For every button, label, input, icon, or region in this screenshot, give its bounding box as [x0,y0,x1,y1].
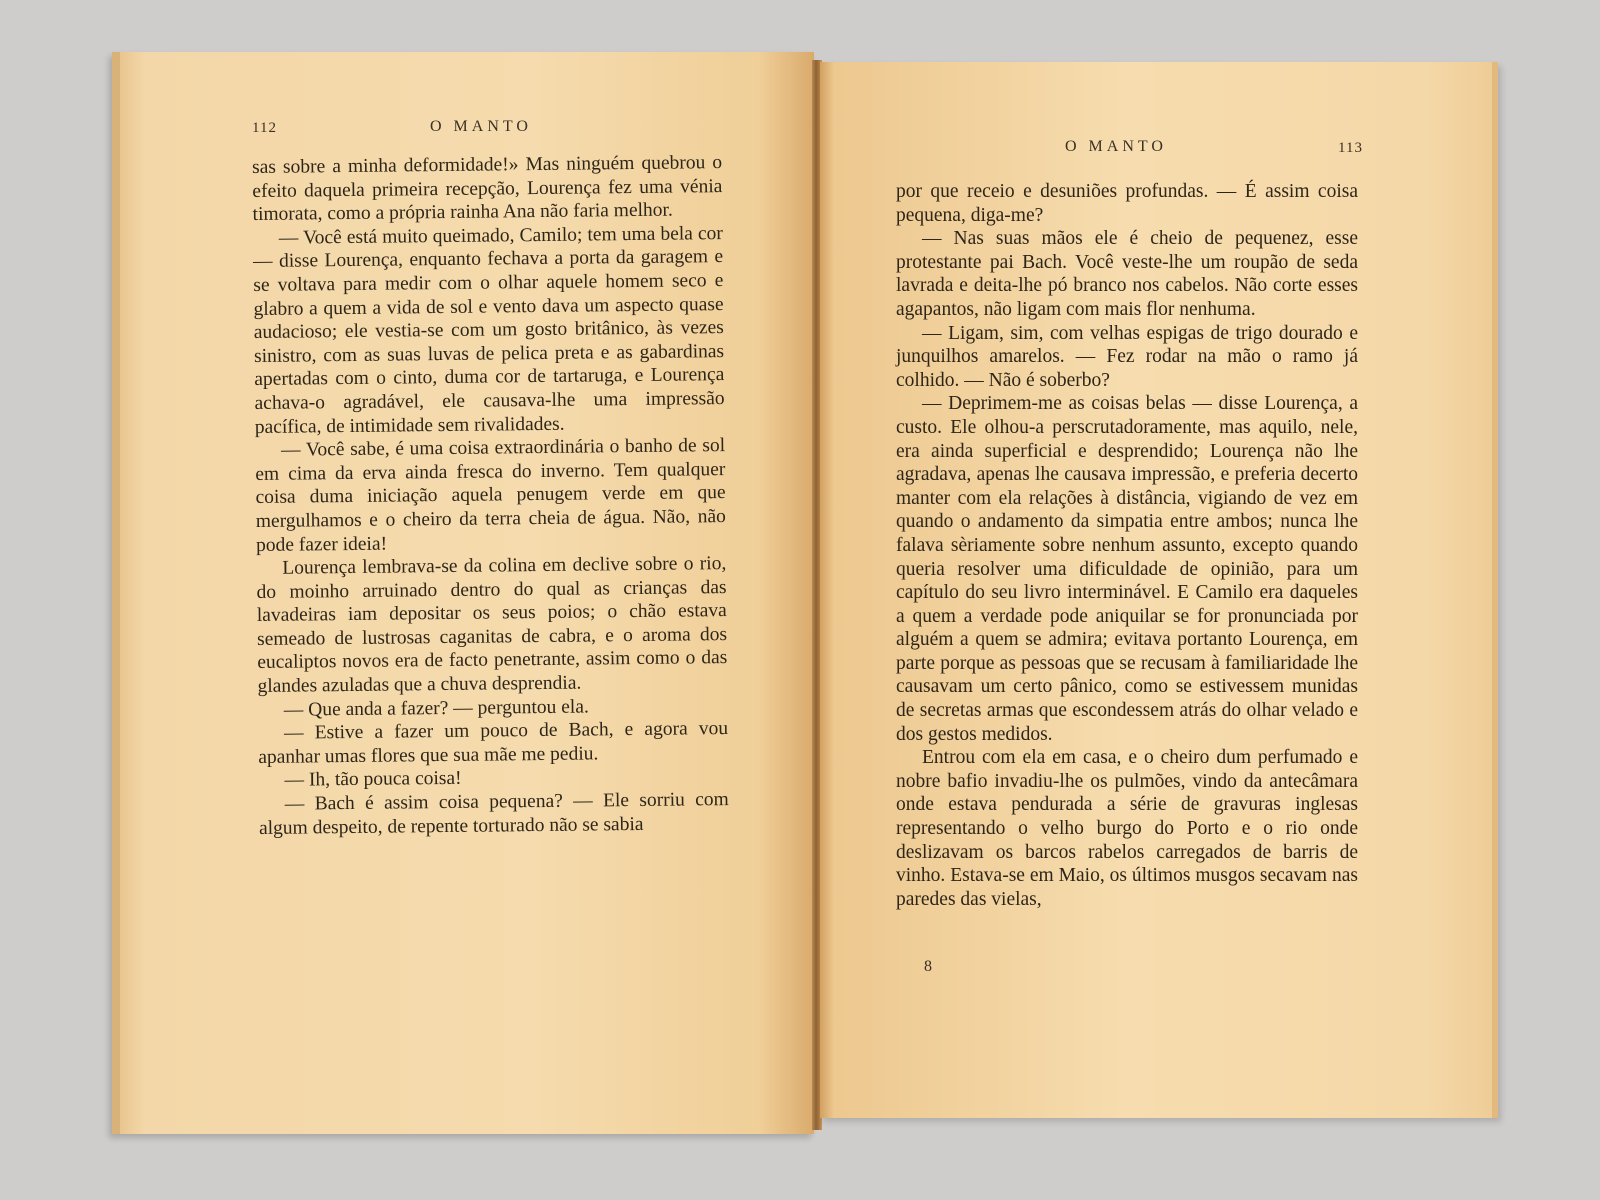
paragraph: — Estive a fazer um pouco de Bach, e agora vou apanhar umas flores que sua mãe me pediu. [258,718,729,768]
right-page [820,62,1498,1118]
paragraph: — Nas suas mãos ele é cheio de pequenez, esse protestante pai Bach. Você veste-lhe um roupão de seda lavrada e deita-lhe pó branco nos cabelos. Não corte esses agapantos, não ligam com mais flor nenhuma. [896,228,1358,320]
paragraph: — Que anda a fazer? — perguntou ela. [283,696,589,721]
paragraph: — Deprimem-me as coisas belas — disse Lourença, a custo. Ele olhou-a perscrutadoramente, mas aquilo, nele, era ainda superficial e desprendido; Lourença não lhe agradava, apenas lhe causava impressão, e preferia decerto manter com ela relações à distância, vigiando de vez em quando o andamento da simpatia entre ambos; nunca lhe falava sèriamente sobre nenhum assunto, excepto quando queria resolver uma dificuldade de opinião, para um capítulo do seu livro interminável. E Camilo era daqueles a quem a verdade pode aniquilar se for pronunciada por alguém a quem se admira; evitava portanto Lourença, em parte porque as pessoas que se recusam à familiaridade lhe causavam um certo pânico, como se estivessem munidas de secretas armas que escondessem atrás do olhar velado e dos gestos medidos. [896,393,1358,745]
paragraph: por que receio e desuniões profundas. — É assim coisa pequena, diga-me? [896,181,1358,226]
page-number: 113 [1338,140,1363,156]
page-number: 112 [252,120,277,136]
paragraph: Lourença lembrava-se da colina em declive sobre o rio, do moinho arruinado dentro do qual as crianças das lavadeiras iam depositar os seus poios; o chão estava semeado de lustrosas caganitas de cabra, e o aroma dos eucaliptos novos era de facto penetrante, assim como o das glandes azuladas que a chuva desprendia. [256,553,728,698]
paragraph: — Ih, tão pouca coisa! [284,768,462,792]
paragraph: — Ligam, sim, com velhas espigas de trigo dourado e junquilhos amarelos. — Fez rodar na mão o ramo já colhido. — Não é soberbo? [896,322,1358,391]
left-text-block [252,151,729,840]
running-head: O MANTO [430,118,532,135]
paragraph: sas sobre a minha deformidade!» Mas ninguém quebrou o efeito daquela primeira recepção, Lourença fez uma vénia timorata, como a própria rainha Ana não faria melhor. [252,152,723,226]
paragraph: — Você está muito queimado, Camilo; tem uma bela cor — disse Lourença, enquanto fechava a porta da garagem e se voltava para medir com o olhar aquele homem seco e glabro a quem a vida de sol e vento dava um aspecto quase audacioso; ele vestia-se com um gosto britânico, às vezes sinistro, com as suas luvas de pelica preta e as gabardinas apertadas com o cinto, duma cor de tartaruga, e Lourença achava-o agradável, ele causava-lhe uma impressão pacífica, de intimidade sem rivalidades. [252,222,725,438]
paragraph: — Bach é assim coisa pequena? — Ele sorriu com algum despeito, de repente torturado não se sabia [258,789,729,839]
paragraph: — Você sabe, é uma coisa extraordinária o banho de sol em cima da erva ainda fresca do inverno. Tem qualquer coisa duma iniciação aquela penugem verde em que mergulhamos e o cheiro da terra cheia de água. Não, não pode fazer ideia! [255,435,726,556]
open-book [112,50,1502,1140]
left-page [112,52,814,1134]
paragraph: Entrou com ela em casa, e o cheiro dum perfumado e nobre bafio invadiu-lhe os pulmões, vindo da antecâmara onde estava pendurada a série de gravuras inglesas representando o velho burgo do Porto e o rio onde deslizavam os barcos rabelos carregados de barris de vinho. Estava-se em Maio, os últimos musgos secavam nas paredes das vielas, [896,747,1358,910]
running-head: O MANTO [1065,138,1167,155]
right-text-block [896,180,1358,911]
signature-mark: 8 [924,958,932,975]
